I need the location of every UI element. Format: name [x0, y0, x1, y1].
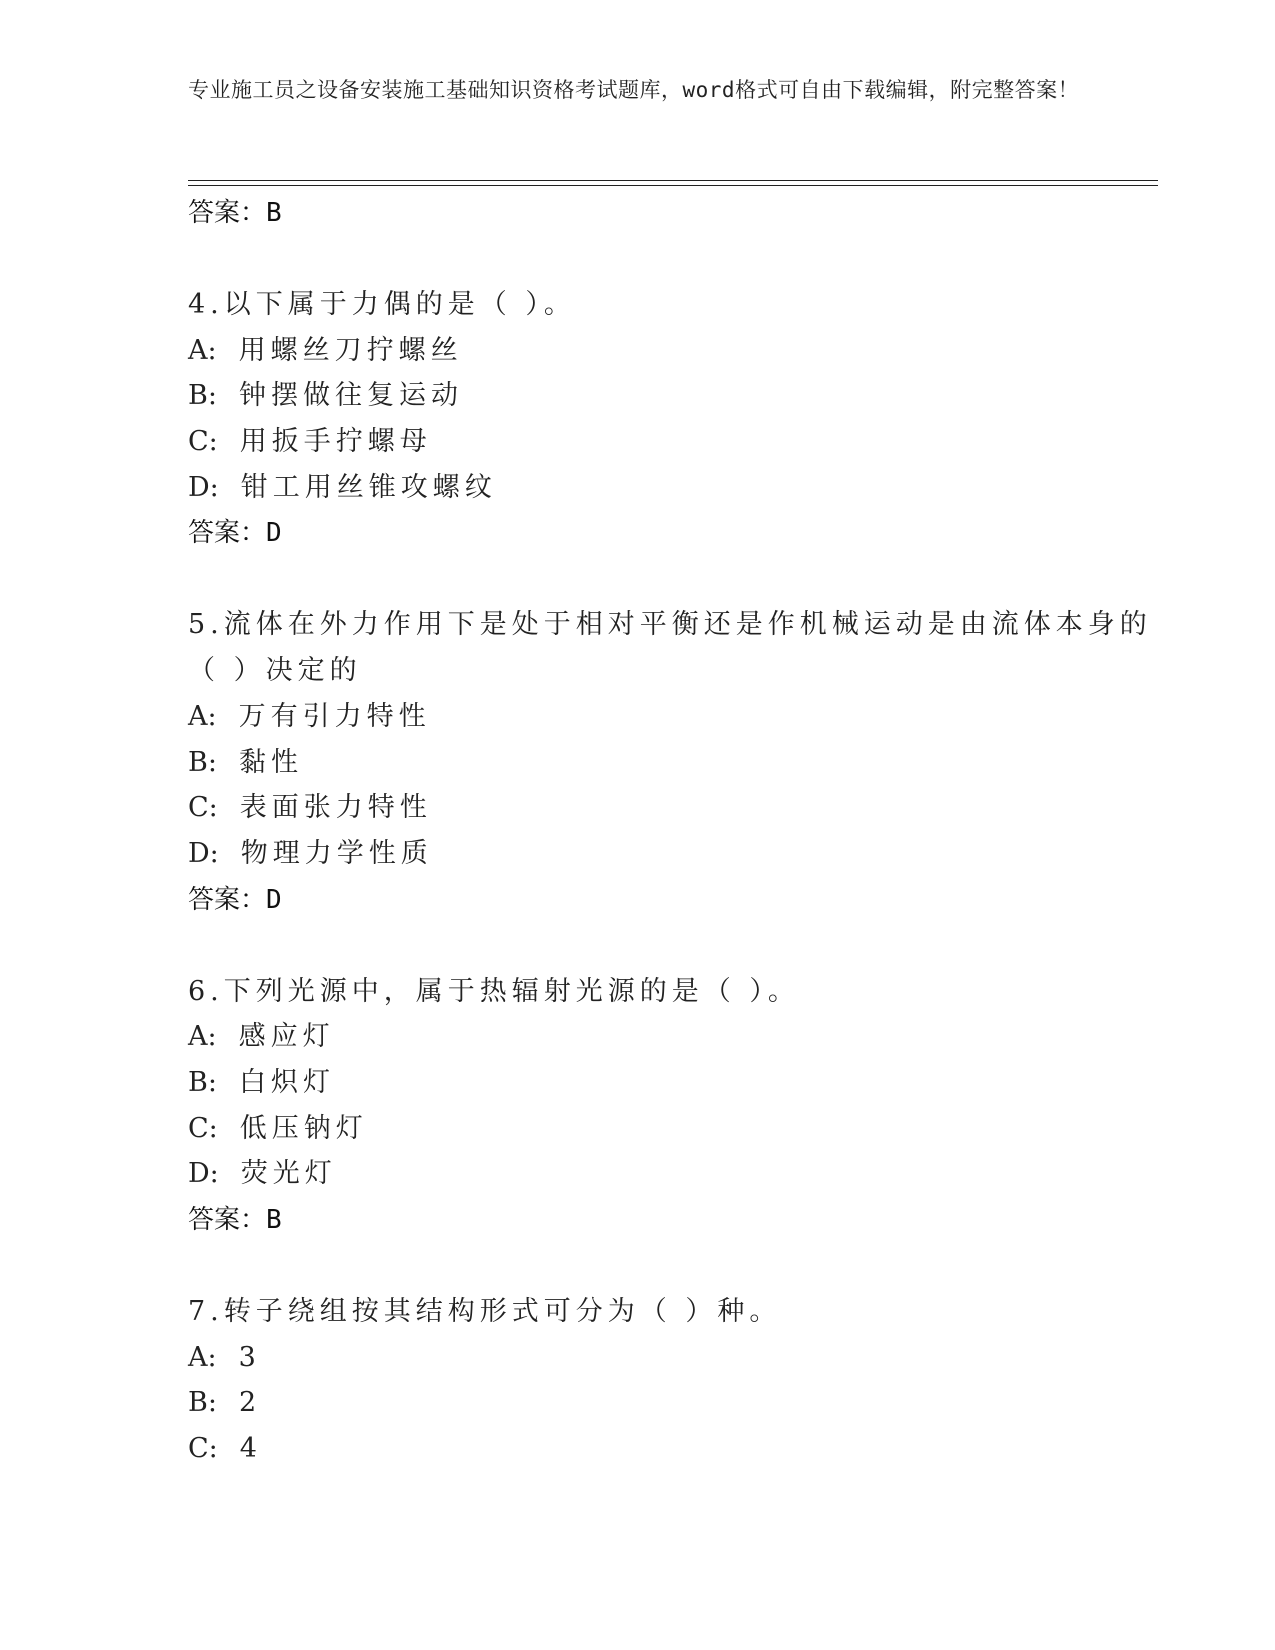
- option-a: A: 用螺丝刀拧螺丝: [188, 334, 463, 366]
- option-a: A: 感应灯: [188, 1021, 335, 1053]
- option-d: D: 钳工用丝锥攻螺纹: [188, 471, 497, 503]
- option-b: B: 黏性: [188, 746, 303, 778]
- answer-line: 答案：B: [188, 198, 282, 228]
- question-stem: 4.以下属于力偶的是（ ）。: [188, 289, 576, 320]
- question-stem: 6.下列光源中，属于热辐射光源的是（ ）。: [188, 975, 800, 1007]
- header-divider-top: [188, 180, 1158, 181]
- option-b: B: 钟摆做往复运动: [188, 380, 463, 412]
- option-b: B: 2: [188, 1387, 262, 1419]
- option-d: D: 荧光灯: [188, 1158, 337, 1190]
- question-block: [188, 282, 1148, 556]
- option-a: A: 3: [188, 1341, 261, 1373]
- question-stem-continued: （ ）决定的: [188, 655, 362, 687]
- option-d: D: 物理力学性质: [188, 837, 433, 869]
- question-block: [188, 602, 1152, 922]
- option-c: C: 低压钠灯: [188, 1112, 368, 1144]
- answer-line: 答案：D: [188, 518, 282, 549]
- answer-line: 答案：D: [188, 884, 282, 915]
- document-header: 专业施工员之设备安装施工基础知识资格考试题库，word格式可自由下载编辑，附完整答案！: [188, 78, 1080, 102]
- header-divider-bottom: [188, 185, 1158, 186]
- question-stem: 7.转子绕组按其结构形式可分为（ ）种。: [188, 1296, 782, 1327]
- option-c: C: 表面张力特性: [188, 792, 432, 824]
- question-block: [188, 1289, 1148, 1472]
- question-stem: 5.流体在外力作用下是处于相对平衡还是作机械运动是由流体本身的: [188, 609, 1152, 641]
- option-c: C: 用扳手拧螺母: [188, 426, 432, 458]
- answer-line: 答案：B: [188, 1205, 282, 1235]
- option-b: B: 白炽灯: [188, 1066, 335, 1098]
- option-a: A: 万有引力特性: [188, 700, 431, 732]
- question-list: [188, 190, 1152, 1472]
- option-c: C: 4: [188, 1433, 262, 1465]
- question-block: [188, 969, 1148, 1243]
